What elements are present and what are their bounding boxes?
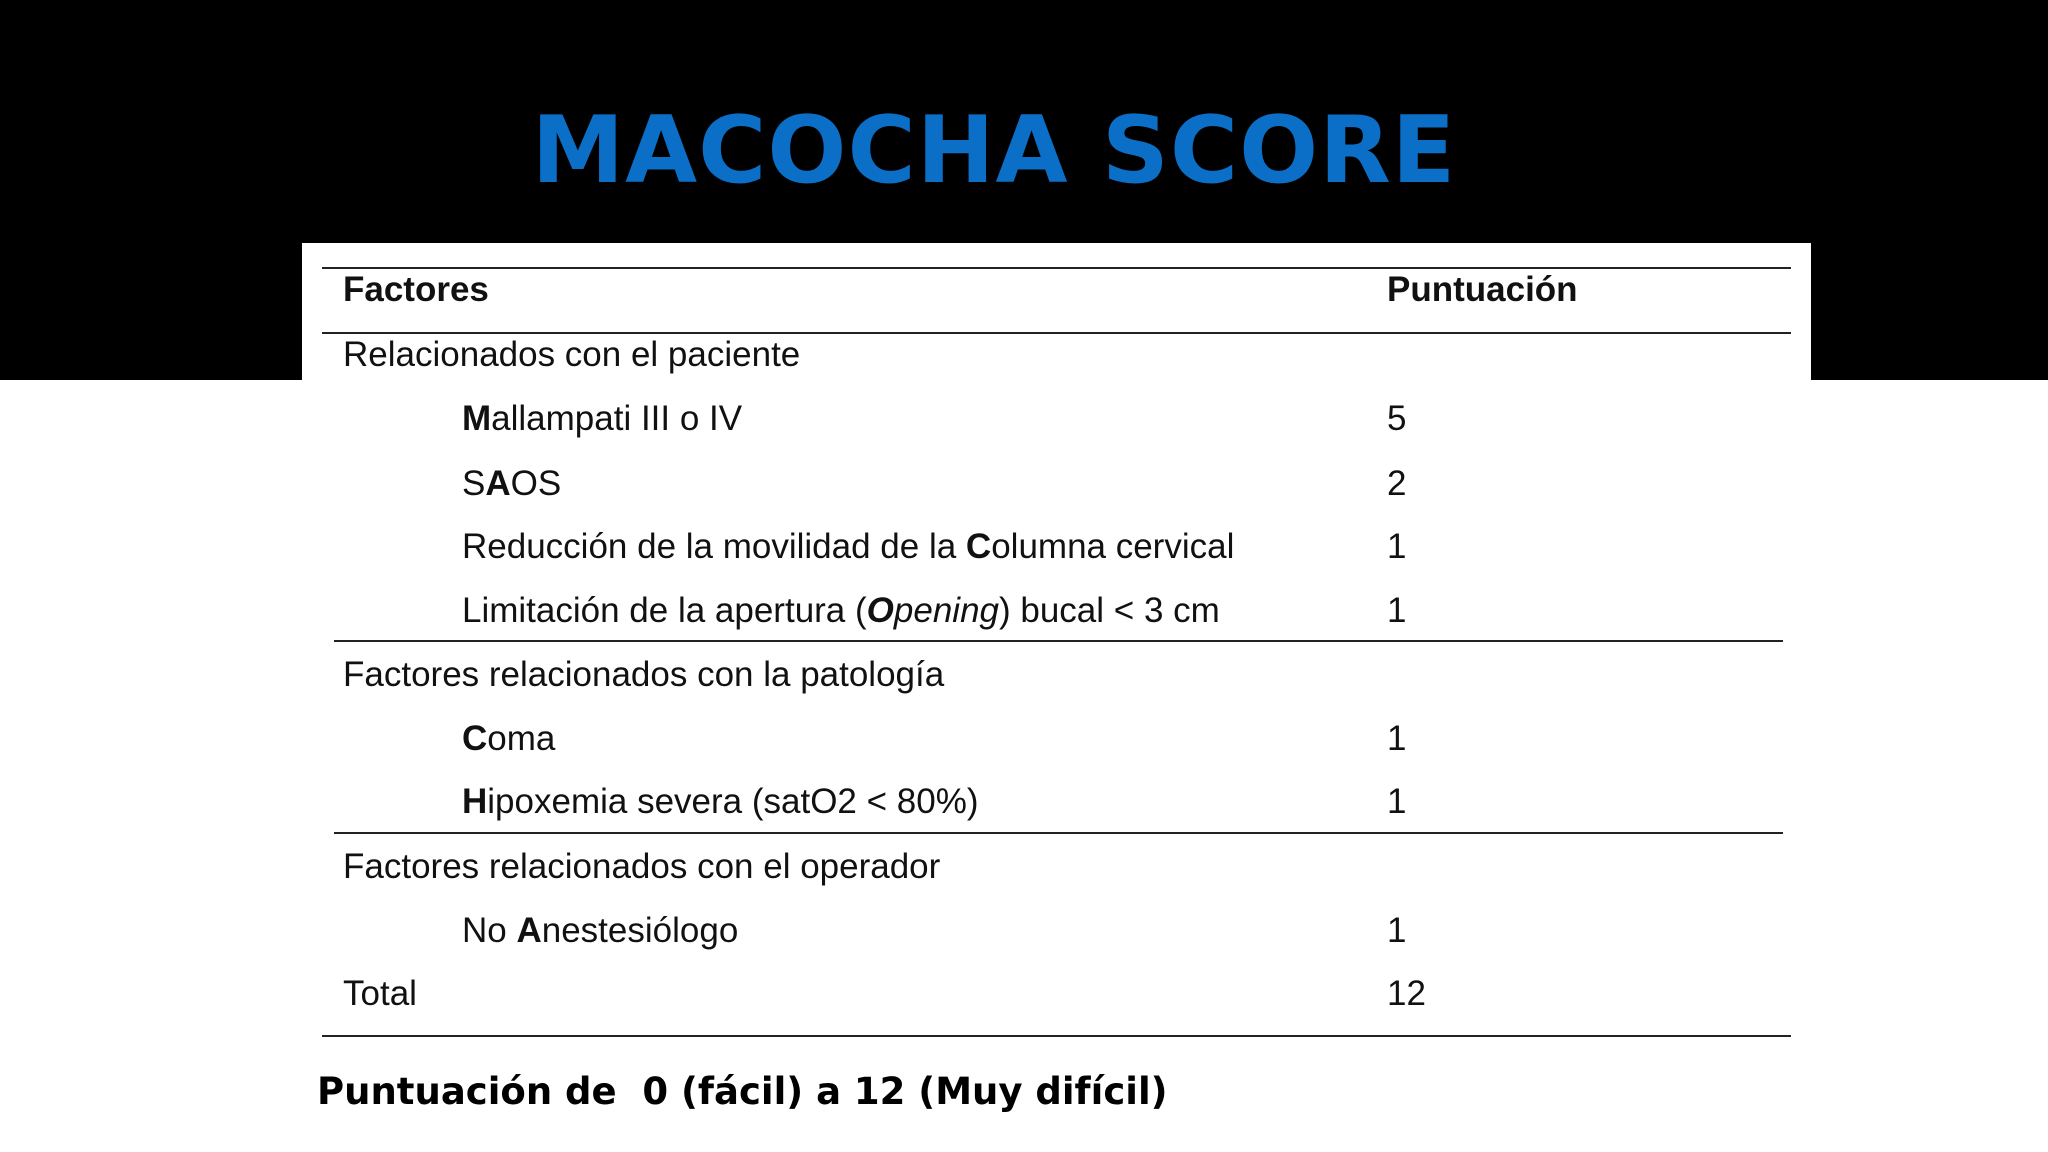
score-apertura-bucal: 1: [1387, 591, 1407, 630]
header-factores: Factores: [343, 270, 489, 309]
table-bottom-rule: [322, 1035, 1791, 1037]
factor-hipoxemia: Hipoxemia severa (satO2 < 80%): [462, 782, 979, 821]
section-divider: [334, 832, 1783, 834]
score-saos: 2: [1387, 464, 1407, 503]
factor-apertura-bucal: Limitación de la apertura (Opening) bucal < 3 cm: [462, 591, 1220, 630]
score-columna-cervical: 1: [1387, 527, 1407, 566]
factor-saos: SAOS: [462, 464, 562, 503]
factor-no-anestesiologo: No Anestesiólogo: [462, 911, 739, 950]
score-coma: 1: [1387, 719, 1407, 758]
section-divider: [334, 640, 1783, 642]
score-mallampati: 5: [1387, 399, 1407, 438]
total-label: Total: [343, 974, 417, 1013]
section-label-operador: Factores relacionados con el operador: [343, 847, 941, 886]
header-puntuacion: Puntuación: [1387, 270, 1578, 309]
section-label-patologia: Factores relacionados con la patología: [343, 655, 945, 694]
factor-coma: Coma: [462, 719, 556, 758]
factor-columna-cervical: Reducción de la movilidad de la Columna cervical: [462, 527, 1235, 566]
score-range-note: Puntuación de 0 (fácil) a 12 (Muy difícil): [317, 1070, 1168, 1113]
slide-title: MACOCHA SCORE: [531, 96, 1457, 204]
score-hipoxemia: 1: [1387, 782, 1407, 821]
total-score: 12: [1387, 974, 1426, 1013]
factor-mallampati: Mallampati III o IV: [462, 399, 743, 438]
macocha-table: [302, 243, 1811, 1055]
score-no-anestesiologo: 1: [1387, 911, 1407, 950]
section-label-paciente: Relacionados con el paciente: [343, 335, 801, 374]
